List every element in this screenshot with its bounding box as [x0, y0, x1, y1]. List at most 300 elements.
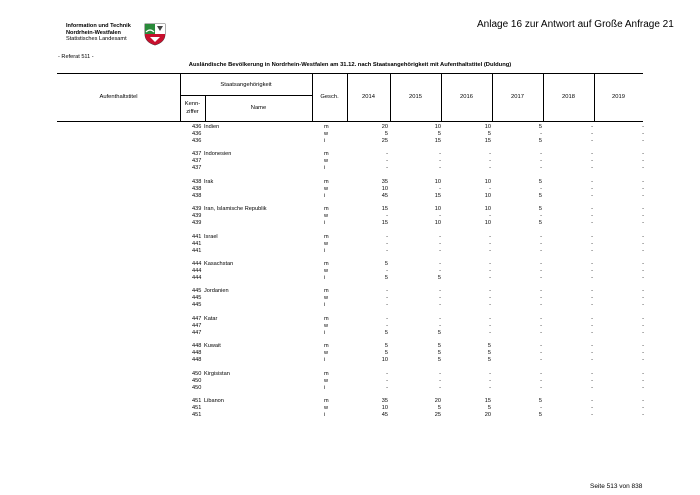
table-row	[0, 131, 700, 138]
referat-label: - Referat 511 -	[58, 54, 94, 60]
col-geschlecht: Gesch.	[320, 94, 339, 100]
value-cell: -	[386, 322, 388, 329]
value-cell: -	[489, 247, 491, 254]
country-name-cell: Indonesien	[204, 151, 232, 158]
table-row	[0, 295, 700, 302]
value-cell: 10	[381, 357, 388, 364]
value-cell: -	[489, 384, 491, 391]
value-cell: 5	[538, 192, 542, 199]
col-kennziffer: Kenn- ziffer	[184, 101, 201, 115]
value-cell: -	[642, 404, 644, 411]
kennziffer-cell: 439	[192, 213, 202, 220]
geschlecht-cell: i	[324, 274, 326, 281]
value-cell: -	[540, 329, 542, 336]
kennziffer-cell: 444	[192, 260, 202, 267]
value-cell: -	[591, 267, 593, 274]
geschlecht-cell: i	[324, 192, 326, 199]
value-cell: -	[386, 384, 388, 391]
table-body	[0, 124, 700, 425]
kennziffer-cell: 436	[192, 138, 202, 144]
kennziffer-cell: 448	[192, 350, 202, 357]
geschlecht-cell: i	[324, 302, 326, 309]
value-cell: -	[591, 206, 593, 213]
kennziffer-cell: 441	[192, 240, 202, 247]
kennziffer-cell: 437	[192, 158, 202, 165]
geschlecht-cell: m	[324, 288, 329, 295]
value-cell: 20	[484, 411, 491, 418]
value-cell: 10	[434, 124, 441, 130]
value-cell: -	[642, 233, 644, 240]
geschlecht-cell: m	[324, 151, 329, 158]
value-cell: 5	[384, 329, 388, 336]
value-cell: -	[489, 322, 491, 329]
table-row	[0, 206, 700, 213]
table-row	[0, 343, 700, 350]
value-cell: -	[540, 384, 542, 391]
country-name-cell: Iran, Islamische Republik	[204, 206, 267, 213]
value-cell: 5	[538, 220, 542, 227]
table-row	[0, 138, 700, 145]
value-cell: -	[642, 315, 644, 322]
value-cell: -	[386, 288, 388, 295]
geschlecht-cell: m	[324, 370, 329, 377]
value-cell: -	[439, 370, 441, 377]
country-name-cell: Irak	[204, 178, 214, 185]
value-cell: -	[642, 151, 644, 158]
value-cell: -	[591, 350, 593, 357]
value-cell: -	[540, 165, 542, 172]
country-group	[0, 316, 700, 343]
geschlecht-cell: w	[324, 213, 329, 220]
kennziffer-cell: 448	[192, 357, 202, 364]
value-cell: -	[439, 295, 441, 302]
kennziffer-cell: 436	[192, 124, 202, 130]
value-cell: -	[540, 158, 542, 165]
value-cell: -	[642, 158, 644, 165]
value-cell: 10	[484, 178, 491, 185]
value-cell: -	[540, 131, 542, 137]
value-cell: 10	[381, 185, 388, 192]
value-cell: -	[489, 185, 491, 192]
value-cell: -	[591, 165, 593, 172]
table-row	[0, 330, 700, 337]
value-cell: -	[386, 267, 388, 274]
country-name-cell: Kasachstan	[204, 260, 234, 267]
value-cell: -	[439, 322, 441, 329]
kennziffer-cell: 438	[192, 185, 202, 192]
table-title: Ausländische Bevölkerung in Nordrhein-Westfalen am 31.12. nach Staatsangehörigkeit mit Aufenthaltstitel (Duldung)	[188, 62, 512, 68]
value-cell: -	[591, 240, 593, 247]
value-cell: -	[439, 384, 441, 391]
value-cell: -	[540, 404, 542, 411]
value-cell: 5	[487, 357, 491, 364]
geschlecht-cell: w	[324, 350, 329, 357]
table-row	[0, 241, 700, 248]
country-group	[0, 234, 700, 261]
page-number: Seite 513 von 838	[590, 483, 643, 490]
value-cell: -	[439, 260, 441, 267]
value-cell: 10	[381, 404, 388, 411]
value-cell: -	[591, 220, 593, 227]
value-cell: 5	[384, 131, 388, 137]
value-cell: -	[439, 151, 441, 158]
value-cell: -	[540, 302, 542, 309]
value-cell: 15	[484, 138, 491, 144]
value-cell: -	[642, 295, 644, 302]
country-name-cell: Indien	[204, 124, 220, 130]
value-cell: -	[386, 165, 388, 172]
table-row	[0, 323, 700, 330]
value-cell: -	[489, 288, 491, 295]
col-year-2018: 2018	[562, 94, 575, 100]
value-cell: 15	[381, 220, 388, 227]
value-cell: -	[591, 343, 593, 350]
kennziffer-cell: 445	[192, 302, 202, 309]
value-cell: 5	[487, 350, 491, 357]
table-row	[0, 405, 700, 412]
country-group	[0, 179, 700, 206]
value-cell: -	[642, 213, 644, 220]
country-name-cell: Kirgisistan	[204, 370, 230, 377]
geschlecht-cell: i	[324, 220, 326, 227]
value-cell: -	[540, 151, 542, 158]
kennziffer-cell: 437	[192, 165, 202, 172]
kennziffer-cell: 439	[192, 220, 202, 227]
table-row	[0, 193, 700, 200]
value-cell: -	[642, 267, 644, 274]
value-cell: -	[642, 247, 644, 254]
geschlecht-cell: w	[324, 404, 329, 411]
country-name-cell: Libanon	[204, 397, 224, 404]
value-cell: 10	[484, 124, 491, 130]
kennziffer-cell: 436	[192, 131, 202, 137]
value-cell: 5	[538, 178, 542, 185]
kennziffer-cell: 450	[192, 370, 202, 377]
kennziffer-cell: 445	[192, 295, 202, 302]
value-cell: 5	[437, 274, 441, 281]
value-cell: -	[642, 274, 644, 281]
value-cell: -	[591, 247, 593, 254]
value-cell: 5	[538, 397, 542, 404]
country-group	[0, 288, 700, 315]
value-cell: -	[591, 404, 593, 411]
value-cell: -	[489, 260, 491, 267]
value-cell: 5	[538, 411, 542, 418]
table-row	[0, 357, 700, 364]
country-group	[0, 398, 700, 425]
value-cell: -	[591, 192, 593, 199]
kennziffer-cell: 447	[192, 329, 202, 336]
value-cell: -	[439, 233, 441, 240]
col-year-2014: 2014	[362, 94, 375, 100]
value-cell: -	[386, 377, 388, 384]
geschlecht-cell: m	[324, 178, 329, 185]
value-cell: -	[591, 131, 593, 137]
organisation-block	[66, 23, 131, 43]
value-cell: -	[591, 151, 593, 158]
kennziffer-cell: 451	[192, 397, 202, 404]
value-cell: 10	[484, 192, 491, 199]
country-name-cell: Israel	[204, 233, 218, 240]
col-year-2015: 2015	[409, 94, 422, 100]
value-cell: -	[642, 329, 644, 336]
kennziffer-cell: 450	[192, 384, 202, 391]
value-cell: 15	[434, 192, 441, 199]
value-cell: -	[591, 322, 593, 329]
value-cell: 5	[384, 260, 388, 267]
kennziffer-cell: 437	[192, 151, 202, 158]
value-cell: 10	[434, 220, 441, 227]
value-cell: -	[642, 370, 644, 377]
value-cell: 5	[437, 357, 441, 364]
value-cell: -	[439, 288, 441, 295]
geschlecht-cell: i	[324, 384, 326, 391]
value-cell: 5	[437, 404, 441, 411]
table-row	[0, 268, 700, 275]
kennziffer-cell: 451	[192, 404, 202, 411]
value-cell: 5	[384, 274, 388, 281]
value-cell: 10	[484, 206, 491, 213]
col-aufenthaltstitel: Aufenthaltstitel	[99, 94, 138, 100]
geschlecht-cell: m	[324, 260, 329, 267]
table-row	[0, 165, 700, 172]
value-cell: -	[642, 206, 644, 213]
geschlecht-cell: w	[324, 158, 329, 165]
value-cell: 5	[437, 350, 441, 357]
value-cell: -	[642, 260, 644, 267]
value-cell: -	[489, 295, 491, 302]
table-row	[0, 302, 700, 309]
value-cell: -	[642, 322, 644, 329]
kennziffer-cell: 441	[192, 247, 202, 254]
value-cell: -	[439, 302, 441, 309]
value-cell: -	[591, 288, 593, 295]
value-cell: 45	[381, 192, 388, 199]
geschlecht-cell: w	[324, 322, 329, 329]
value-cell: -	[489, 274, 491, 281]
value-cell: -	[540, 295, 542, 302]
kennziffer-cell: 444	[192, 274, 202, 281]
value-cell: -	[642, 165, 644, 172]
value-cell: -	[642, 357, 644, 364]
kennziffer-cell: 444	[192, 267, 202, 274]
value-cell: -	[540, 247, 542, 254]
value-cell: -	[591, 274, 593, 281]
value-cell: -	[439, 158, 441, 165]
table-row	[0, 158, 700, 165]
geschlecht-cell: m	[324, 397, 329, 404]
value-cell: -	[489, 213, 491, 220]
country-group	[0, 343, 700, 370]
value-cell: -	[439, 240, 441, 247]
table-row	[0, 412, 700, 419]
value-cell: -	[540, 350, 542, 357]
value-cell: -	[540, 357, 542, 364]
value-cell: -	[540, 274, 542, 281]
value-cell: -	[489, 233, 491, 240]
value-cell: -	[540, 267, 542, 274]
kennziffer-cell: 438	[192, 192, 202, 199]
value-cell: -	[386, 247, 388, 254]
value-cell: -	[642, 411, 644, 418]
country-group	[0, 124, 700, 151]
value-cell: -	[642, 124, 644, 130]
value-cell: -	[591, 315, 593, 322]
value-cell: -	[642, 138, 644, 144]
kennziffer-cell: 447	[192, 315, 202, 322]
value-cell: -	[591, 233, 593, 240]
table-row	[0, 398, 700, 405]
value-cell: -	[489, 377, 491, 384]
value-cell: -	[439, 213, 441, 220]
country-name-cell: Jordanien	[204, 288, 229, 295]
value-cell: 5	[538, 206, 542, 213]
value-cell: -	[386, 213, 388, 220]
value-cell: -	[642, 350, 644, 357]
value-cell: 5	[437, 343, 441, 350]
kennziffer-cell: 445	[192, 288, 202, 295]
value-cell: -	[591, 397, 593, 404]
value-cell: -	[591, 295, 593, 302]
col-staatsangehoerigkeit: Staatsangehörigkeit	[220, 82, 272, 88]
value-cell: 35	[381, 397, 388, 404]
value-cell: -	[540, 260, 542, 267]
value-cell: 5	[487, 131, 491, 137]
table-row	[0, 288, 700, 295]
value-cell: -	[386, 370, 388, 377]
value-cell: 20	[434, 397, 441, 404]
table-row	[0, 213, 700, 220]
value-cell: 35	[381, 178, 388, 185]
geschlecht-cell: w	[324, 377, 329, 384]
value-cell: 5	[437, 329, 441, 336]
value-cell: -	[540, 233, 542, 240]
value-cell: -	[489, 240, 491, 247]
value-cell: -	[591, 384, 593, 391]
value-cell: -	[591, 411, 593, 418]
value-cell: -	[591, 158, 593, 165]
value-cell: -	[439, 315, 441, 322]
value-cell: 5	[384, 343, 388, 350]
table-row	[0, 378, 700, 385]
value-cell: -	[386, 240, 388, 247]
col-year-2019: 2019	[612, 94, 625, 100]
geschlecht-cell: m	[324, 343, 329, 350]
table-row	[0, 234, 700, 241]
org-line-3: Statistisches Landesamt	[66, 36, 127, 43]
value-cell: -	[386, 295, 388, 302]
geschlecht-cell: m	[324, 124, 329, 130]
geschlecht-cell: w	[324, 295, 329, 302]
value-cell: -	[540, 315, 542, 322]
value-cell: -	[591, 357, 593, 364]
table-header	[57, 73, 643, 122]
geschlecht-cell: i	[324, 138, 326, 144]
value-cell: -	[591, 213, 593, 220]
value-cell: 10	[434, 178, 441, 185]
table-row	[0, 385, 700, 392]
value-cell: -	[439, 267, 441, 274]
geschlecht-cell: w	[324, 240, 329, 247]
geschlecht-cell: i	[324, 411, 326, 418]
kennziffer-cell: 439	[192, 206, 202, 213]
value-cell: 25	[381, 138, 388, 144]
value-cell: -	[642, 131, 644, 137]
geschlecht-cell: i	[324, 357, 326, 364]
value-cell: -	[489, 151, 491, 158]
value-cell: -	[591, 138, 593, 144]
kennziffer-cell: 450	[192, 377, 202, 384]
value-cell: -	[439, 377, 441, 384]
table-row	[0, 248, 700, 255]
value-cell: -	[386, 158, 388, 165]
value-cell: -	[540, 322, 542, 329]
value-cell: -	[489, 302, 491, 309]
value-cell: -	[489, 315, 491, 322]
geschlecht-cell: w	[324, 185, 329, 192]
value-cell: -	[591, 185, 593, 192]
value-cell: -	[439, 165, 441, 172]
value-cell: -	[386, 151, 388, 158]
value-cell: -	[642, 185, 644, 192]
table-row	[0, 220, 700, 227]
col-year-2016: 2016	[460, 94, 473, 100]
value-cell: -	[540, 185, 542, 192]
value-cell: -	[591, 370, 593, 377]
kennziffer-cell: 447	[192, 322, 202, 329]
geschlecht-cell: i	[324, 165, 326, 172]
value-cell: -	[591, 260, 593, 267]
value-cell: -	[489, 158, 491, 165]
table-row	[0, 371, 700, 378]
value-cell: -	[439, 247, 441, 254]
table-row	[0, 275, 700, 282]
table-row	[0, 179, 700, 186]
kennziffer-cell: 438	[192, 178, 202, 185]
value-cell: -	[386, 315, 388, 322]
value-cell: -	[591, 329, 593, 336]
value-cell: -	[489, 165, 491, 172]
value-cell: -	[591, 302, 593, 309]
value-cell: 45	[381, 411, 388, 418]
value-cell: -	[591, 178, 593, 185]
kennziffer-cell: 441	[192, 233, 202, 240]
table-row	[0, 316, 700, 323]
geschlecht-cell: m	[324, 206, 329, 213]
value-cell: -	[642, 192, 644, 199]
value-cell: -	[540, 377, 542, 384]
col-name: Name	[250, 105, 267, 111]
country-group	[0, 261, 700, 288]
value-cell: -	[540, 370, 542, 377]
value-cell: -	[642, 240, 644, 247]
value-cell: -	[489, 329, 491, 336]
value-cell: 10	[434, 206, 441, 213]
value-cell: -	[540, 343, 542, 350]
value-cell: -	[591, 377, 593, 384]
value-cell: 25	[434, 411, 441, 418]
table-row	[0, 186, 700, 193]
value-cell: 5	[538, 138, 542, 144]
value-cell: 10	[484, 220, 491, 227]
value-cell: 5	[437, 131, 441, 137]
geschlecht-cell: w	[324, 131, 329, 137]
country-group	[0, 371, 700, 398]
value-cell: -	[540, 240, 542, 247]
value-cell: 5	[538, 124, 542, 130]
value-cell: -	[642, 220, 644, 227]
country-name-cell: Katar	[204, 315, 218, 322]
